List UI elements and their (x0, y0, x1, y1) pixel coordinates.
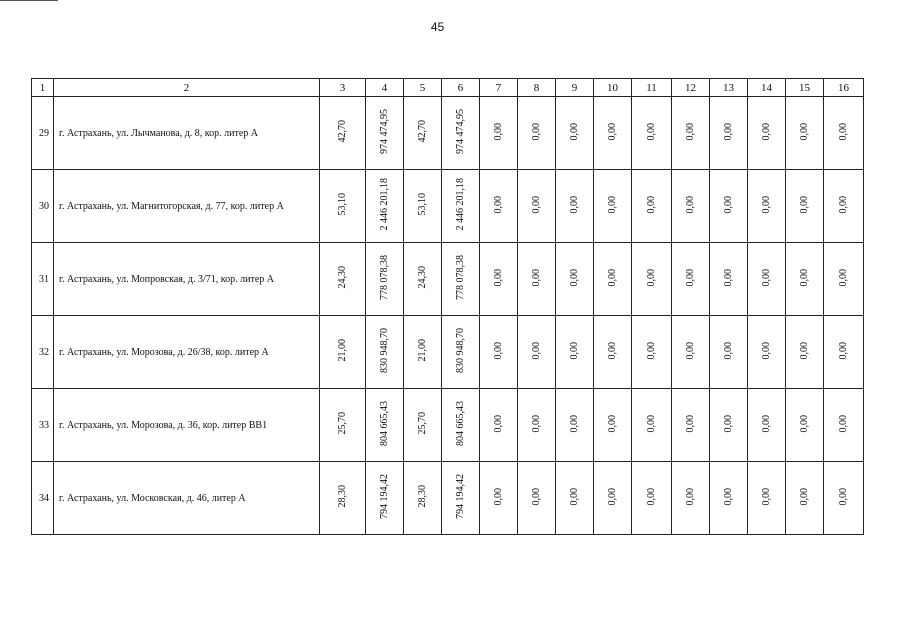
address-cell: г. Астрахань, ул. Мопровская, д. 3/71, кор. литер А (54, 243, 320, 316)
value-text: 0,00 (645, 414, 657, 433)
value-cell (366, 97, 404, 170)
value-text: 0,00 (645, 122, 657, 141)
value-cell (786, 97, 824, 170)
value-cell (594, 170, 632, 243)
value-cell (556, 97, 594, 170)
value-cell (594, 316, 632, 389)
value-cell (786, 316, 824, 389)
value-cell (518, 97, 556, 170)
value-cell (518, 389, 556, 462)
table-body (32, 97, 864, 535)
value-cell (556, 462, 594, 535)
value-cell (442, 243, 480, 316)
column-header: 6 (442, 79, 480, 97)
value-cell (824, 389, 864, 462)
value-text: 2 446 201,18 (378, 178, 390, 231)
value-text: 0,00 (530, 341, 542, 360)
value-text: 25,70 (336, 412, 348, 435)
value-text: 0,00 (606, 341, 618, 360)
value-cell (404, 389, 442, 462)
address-cell: г. Астрахань, ул. Московская, д. 46, литер А (54, 462, 320, 535)
value-text: 0,00 (684, 195, 696, 214)
value-text: 0,00 (760, 195, 772, 214)
value-text: 974 474,95 (454, 109, 466, 154)
value-cell (556, 243, 594, 316)
value-text: 0,00 (798, 195, 810, 214)
value-cell (518, 170, 556, 243)
table-row (32, 316, 864, 389)
value-text: 0,00 (492, 268, 504, 287)
value-text: 0,00 (837, 268, 849, 287)
column-header: 3 (320, 79, 366, 97)
value-text: 28,30 (336, 485, 348, 508)
row-number: 31 (32, 243, 54, 316)
value-cell (594, 389, 632, 462)
value-text: 0,00 (798, 414, 810, 433)
value-cell (518, 243, 556, 316)
data-table (31, 78, 864, 535)
address-cell: г. Астрахань, ул. Магнитогорская, д. 77, кор. литер А (54, 170, 320, 243)
address-cell: г. Астрахань, ул. Лычманова, д. 8, кор. литер А (54, 97, 320, 170)
value-text: 21,00 (336, 339, 348, 362)
column-header: 2 (54, 79, 320, 97)
value-cell (320, 462, 366, 535)
value-cell (366, 389, 404, 462)
value-text: 0,00 (606, 195, 618, 214)
value-cell (672, 462, 710, 535)
value-text: 0,00 (684, 487, 696, 506)
value-text: 0,00 (798, 268, 810, 287)
row-number: 34 (32, 462, 54, 535)
value-text: 0,00 (492, 414, 504, 433)
value-cell (404, 316, 442, 389)
value-cell (748, 97, 786, 170)
value-cell (672, 97, 710, 170)
value-text: 0,00 (568, 487, 580, 506)
value-cell (672, 243, 710, 316)
value-text: 0,00 (568, 122, 580, 141)
column-header: 11 (632, 79, 672, 97)
row-number: 33 (32, 389, 54, 462)
value-text: 974 474,95 (378, 109, 390, 154)
value-cell (786, 462, 824, 535)
value-cell (824, 462, 864, 535)
column-header: 7 (480, 79, 518, 97)
value-text: 0,00 (837, 122, 849, 141)
value-text: 0,00 (684, 122, 696, 141)
value-text: 25,70 (416, 412, 428, 435)
value-text: 0,00 (492, 487, 504, 506)
value-cell (556, 170, 594, 243)
column-header: 15 (786, 79, 824, 97)
value-cell (748, 170, 786, 243)
value-text: 0,00 (530, 268, 542, 287)
value-text: 0,00 (760, 341, 772, 360)
value-cell (632, 316, 672, 389)
value-cell (632, 389, 672, 462)
value-text: 0,00 (760, 487, 772, 506)
value-text: 53,10 (336, 193, 348, 216)
value-text: 0,00 (722, 195, 734, 214)
value-cell (710, 462, 748, 535)
value-text: 0,00 (606, 122, 618, 141)
table-row (32, 97, 864, 170)
value-cell (710, 389, 748, 462)
value-text: 0,00 (722, 487, 734, 506)
value-text: 0,00 (684, 268, 696, 287)
value-text: 0,00 (837, 487, 849, 506)
row-number: 32 (32, 316, 54, 389)
value-cell (748, 389, 786, 462)
value-cell (442, 170, 480, 243)
value-text: 0,00 (722, 414, 734, 433)
value-cell (632, 243, 672, 316)
value-text: 0,00 (798, 487, 810, 506)
address-cell: г. Астрахань, ул. Морозова, д. 36, кор. литер ВВ1 (54, 389, 320, 462)
table-row (32, 170, 864, 243)
value-text: 0,00 (684, 414, 696, 433)
value-text: 0,00 (837, 341, 849, 360)
value-text: 0,00 (530, 487, 542, 506)
value-cell (320, 389, 366, 462)
value-cell (518, 462, 556, 535)
page-number: 45 (430, 20, 445, 34)
value-cell (320, 243, 366, 316)
value-text: 0,00 (492, 341, 504, 360)
column-header: 12 (672, 79, 710, 97)
value-cell (480, 389, 518, 462)
value-cell (748, 462, 786, 535)
value-cell (556, 316, 594, 389)
value-cell (786, 170, 824, 243)
value-cell (632, 170, 672, 243)
column-header: 9 (556, 79, 594, 97)
column-header: 14 (748, 79, 786, 97)
value-cell (632, 97, 672, 170)
row-number: 29 (32, 97, 54, 170)
address-cell: г. Астрахань, ул. Морозова, д. 26/38, кор. литер А (54, 316, 320, 389)
value-cell (672, 316, 710, 389)
table-row (32, 389, 864, 462)
value-text: 830 948,70 (454, 328, 466, 373)
value-text: 0,00 (568, 268, 580, 287)
value-cell (594, 462, 632, 535)
value-cell (442, 97, 480, 170)
value-text: 0,00 (645, 268, 657, 287)
value-text: 778 078,38 (378, 255, 390, 300)
value-cell (710, 243, 748, 316)
value-text: 0,00 (568, 341, 580, 360)
value-text: 24,30 (416, 266, 428, 289)
header-row (32, 79, 864, 97)
value-cell (404, 170, 442, 243)
value-cell (824, 97, 864, 170)
value-text: 804 665,43 (378, 401, 390, 446)
value-text: 28,30 (416, 485, 428, 508)
value-cell (404, 97, 442, 170)
value-text: 24,30 (336, 266, 348, 289)
value-text: 0,00 (722, 341, 734, 360)
value-text: 0,00 (837, 414, 849, 433)
value-cell (480, 316, 518, 389)
column-header: 13 (710, 79, 748, 97)
value-text: 0,00 (760, 268, 772, 287)
value-text: 0,00 (645, 487, 657, 506)
value-cell (442, 316, 480, 389)
value-text: 53,10 (416, 193, 428, 216)
value-cell (480, 97, 518, 170)
value-cell (442, 462, 480, 535)
value-cell (824, 170, 864, 243)
table-row (32, 243, 864, 316)
value-cell (518, 316, 556, 389)
value-text: 0,00 (798, 341, 810, 360)
value-cell (594, 243, 632, 316)
value-text: 0,00 (492, 122, 504, 141)
column-header: 1 (32, 79, 54, 97)
value-cell (824, 316, 864, 389)
value-text: 804 665,43 (454, 401, 466, 446)
value-text: 778 078,38 (454, 255, 466, 300)
value-text: 0,00 (606, 268, 618, 287)
value-text: 0,00 (568, 195, 580, 214)
value-text: 0,00 (722, 122, 734, 141)
value-text: 0,00 (760, 122, 772, 141)
value-cell (786, 389, 824, 462)
value-text: 0,00 (530, 195, 542, 214)
value-text: 0,00 (760, 414, 772, 433)
value-cell (404, 243, 442, 316)
value-text: 42,70 (336, 120, 348, 143)
value-text: 0,00 (684, 341, 696, 360)
value-cell (748, 316, 786, 389)
value-cell (320, 316, 366, 389)
value-text: 0,00 (568, 414, 580, 433)
column-header: 5 (404, 79, 442, 97)
value-text: 0,00 (798, 122, 810, 141)
value-cell (404, 462, 442, 535)
value-text: 0,00 (492, 195, 504, 214)
value-cell (824, 243, 864, 316)
value-text: 2 446 201,18 (454, 178, 466, 231)
value-text: 0,00 (645, 341, 657, 360)
value-cell (748, 243, 786, 316)
row-number: 30 (32, 170, 54, 243)
value-cell (556, 389, 594, 462)
value-text: 0,00 (606, 487, 618, 506)
value-cell (480, 243, 518, 316)
value-text: 794 194,42 (378, 474, 390, 519)
column-header: 8 (518, 79, 556, 97)
value-text: 830 948,70 (378, 328, 390, 373)
value-text: 0,00 (530, 414, 542, 433)
value-cell (442, 389, 480, 462)
value-cell (594, 97, 632, 170)
value-cell (366, 316, 404, 389)
value-text: 0,00 (837, 195, 849, 214)
column-header: 16 (824, 79, 864, 97)
value-cell (480, 462, 518, 535)
value-cell (320, 97, 366, 170)
value-cell (366, 243, 404, 316)
value-cell (632, 462, 672, 535)
value-text: 794 194,42 (454, 474, 466, 519)
top-rule (0, 0, 58, 1)
value-cell (672, 389, 710, 462)
value-text: 0,00 (606, 414, 618, 433)
value-cell (710, 170, 748, 243)
value-text: 0,00 (722, 268, 734, 287)
value-text: 0,00 (530, 122, 542, 141)
column-header: 10 (594, 79, 632, 97)
value-cell (366, 170, 404, 243)
value-cell (672, 170, 710, 243)
value-text: 21,00 (416, 339, 428, 362)
value-cell (710, 316, 748, 389)
value-cell (710, 97, 748, 170)
column-header: 4 (366, 79, 404, 97)
value-cell (786, 243, 824, 316)
table-row (32, 462, 864, 535)
value-text: 0,00 (645, 195, 657, 214)
value-cell (320, 170, 366, 243)
value-cell (366, 462, 404, 535)
value-cell (480, 170, 518, 243)
value-text: 42,70 (416, 120, 428, 143)
